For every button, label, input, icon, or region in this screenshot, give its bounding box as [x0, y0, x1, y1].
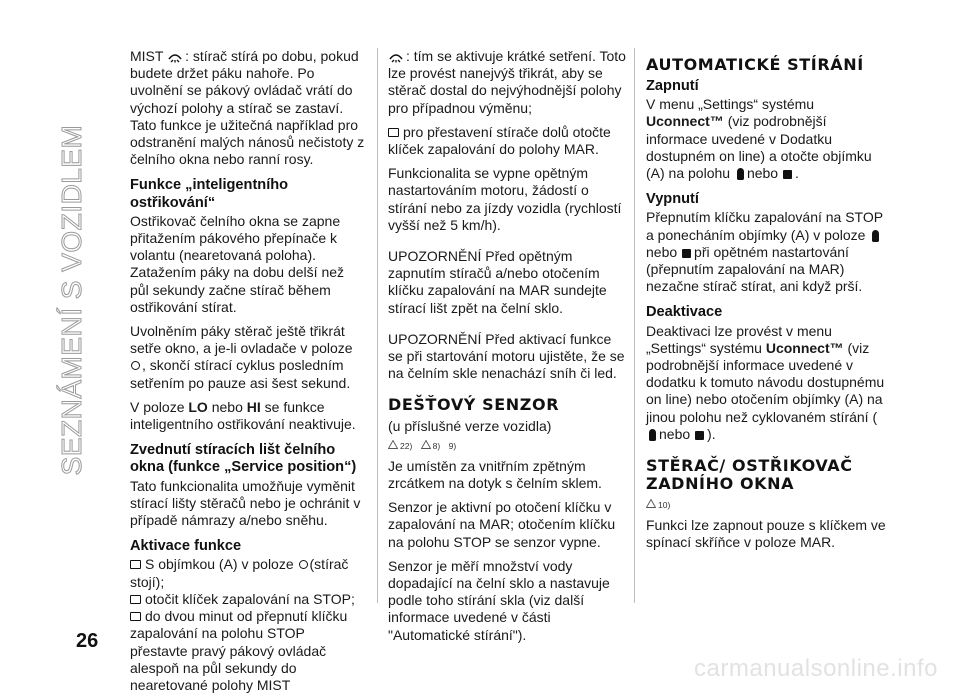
warning-triangle-icon — [388, 440, 398, 449]
paragraph-release: Uvolněním páky stěrač ještě třikrát setře okno, a je-li ovladače v poloze , skončí stírací cyklus posledním setřením po pauze asi šest sekund. — [130, 323, 353, 391]
column-divider — [634, 48, 635, 603]
paragraph-lo-hi: V poloze LO nebo HI se funkce inteligentního ostřikování neaktivuje. — [130, 398, 356, 433]
position-square-icon — [783, 170, 792, 179]
paragraph-rear-wiper: Funkci lze zapnout pouze s klíčkem ve spínací skříňce v poloze MAR. — [646, 517, 886, 551]
warning-paragraph: UPOZORNĚNÍ Před aktivací funkce se při startování motoru ujistěte, že se na čelním skle nenachází sníh či led. — [388, 330, 625, 382]
watermark: carmanualsonline.info — [694, 655, 938, 682]
list-item: do dvou minut od přepnutí klíčku zapalování na polohu STOP přestavte pravý pákový ovládač alespoň na půl sekundy do nearetované polohy MIST — [130, 608, 348, 693]
auto-position-icon — [649, 429, 656, 441]
heading-activation: Aktivace funkce — [130, 538, 242, 555]
version-note: (u příslušné verze vozidla) — [388, 418, 552, 435]
info-triangle-icon — [646, 499, 656, 508]
paragraph-service: Tato funkcionalita umožňuje vyměnit stírací lišty stěračů nebo je ochránit v případě námrazy a/nebo sněhu. — [130, 477, 361, 529]
reference-markers: 22) 8) 9) — [388, 438, 626, 455]
heading-automatic-wiping: AUTOMATICKÉ STÍRÁNÍ — [646, 55, 864, 74]
bullet-square-icon — [388, 128, 399, 137]
list-item: S objímkou (A) v poloze (stírač stojí); — [130, 556, 349, 590]
bullet-square-icon — [130, 560, 141, 569]
list-item: pro přestavení stírače dolů otočte klíček zapalování do polohy MAR. — [388, 123, 611, 158]
paragraph-sensor-location: Je umístěn za vnitřním zpětným zrcátkem na dotyk s čelním sklem. — [388, 457, 602, 492]
paragraph-sensor-active: Senzor je aktivní po otočení klíčku v zapalování na MAR; otočením klíčku na polohu STOP se senzor vypne. — [388, 499, 616, 550]
wiper-off-ring-icon — [131, 361, 140, 370]
page-number: 26 — [76, 630, 99, 652]
info-triangle-icon — [421, 440, 431, 449]
column-2 — [388, 48, 626, 651]
bullet-list — [130, 556, 365, 694]
wiper-off-ring-icon — [299, 560, 308, 569]
bullet-square-icon — [130, 612, 141, 621]
hi-label: HI — [246, 398, 261, 415]
column-3 — [646, 48, 888, 559]
list-item: otočit klíček zapalování na STOP; — [130, 591, 365, 608]
heading-intelligent-washing: Funkce „inteligentního ostřikování“ — [130, 177, 289, 211]
paragraph-deactivate: Funkcionalita se vypne opětným nastartováním motoru, žádostí o stírání nebo za jízdy vozidla (rychlostí vyšší než 5 km/h). — [388, 165, 622, 233]
auto-position-icon — [737, 168, 744, 180]
uconnect-label: Uconnect™ — [765, 339, 844, 356]
paragraph-washer: Ostřikovač čelního okna se zapne přitažením pákového přepínače k volantu (nearetovaná poloha). Zatažením páky na dobu delší než půl sekundy začne stírač během ostřikování stírat. — [130, 212, 345, 315]
column-divider — [377, 48, 378, 603]
section-side-title: SEZNÁMENÍ S VOZIDLEM — [56, 124, 87, 476]
lo-label: LO — [188, 398, 208, 415]
heading-rear-wiper: STĚRAČ/ OSTŘIKOVAČ ZADNÍHO OKNA — [646, 456, 853, 494]
paragraph-switch-on: V menu „Settings“ systému Uconnect™ (viz podrobnější informace uvedené v Dodatku dostupném on line) a otočte objímku (A) na polohu nebo . — [646, 96, 872, 182]
position-square-icon — [695, 431, 704, 440]
uconnect-label: Uconnect™ — [646, 113, 724, 130]
mist-label: MIST — [130, 48, 164, 64]
mist-wiper-symbol-icon — [167, 50, 183, 64]
heading-switch-on: Zapnutí — [646, 78, 699, 94]
auto-position-icon — [872, 230, 879, 242]
paragraph-mist — [130, 48, 365, 168]
paragraph-sensor-measure: Senzor je měří množství vody dopadající na čelní sklo a nastavuje podle toho stírání skla (viz další informace uvedené v části "Automatické stírání"). — [388, 557, 610, 643]
paragraph-deactivation: Deaktivaci lze provést v menu „Settings“ systému Uconnect™ (viz podrobnější informace uvedené v dodatku k tomuto návodu dostupnému on line) nebo otočením objímky (A) na jinou polohu než cyklovaném stírání (nebo ). — [646, 322, 885, 442]
paragraph-switch-off: Přepnutím klíčku zapalování na STOP a ponecháním objímky (A) v poloze nebo při opětném nastartování (přepnutím zapalování na MAR) nezačne stírač stírat, ani když prší. — [646, 209, 883, 295]
heading-deactivation: Deaktivace — [646, 304, 723, 321]
warning-paragraph: UPOZORNĚNÍ Před opětným zapnutím stíračů a/nebo otočením klíčku zapalování na MAR sundejte stírací lišt zpět na čelní sklo. — [388, 248, 607, 316]
heading-switch-off: Vypnutí — [646, 191, 699, 208]
bullet-square-icon — [130, 595, 141, 604]
mist-text: : stírač stírá po dobu, pokud budete držet páku nahoře. Po uvolnění se pákový ovládač vrátí do výchozí polohy a stírač se zastaví. Tato funkce je užitečná například pro odstranění malých nánosů nečistoty z čelního okna nebo ranní rosy. — [130, 48, 365, 168]
column-1 — [130, 48, 365, 694]
reference-markers: 10) — [646, 497, 888, 514]
position-square-icon — [682, 249, 691, 258]
heading-service-position: Zvednutí stíracích lišt čelního okna (funkce „Service position“) — [130, 442, 357, 476]
mist-wiper-symbol-icon — [388, 50, 404, 64]
paragraph-short-wipe: : tím se aktivuje krátké setření. Toto lze provést nanejvýš třikrát, aby se stěrač dostal do nejvýhodnější polohy pro případnou výměnu; — [388, 48, 626, 116]
heading-rain-sensor: DEŠŤOVÝ SENZOR — [388, 395, 560, 415]
